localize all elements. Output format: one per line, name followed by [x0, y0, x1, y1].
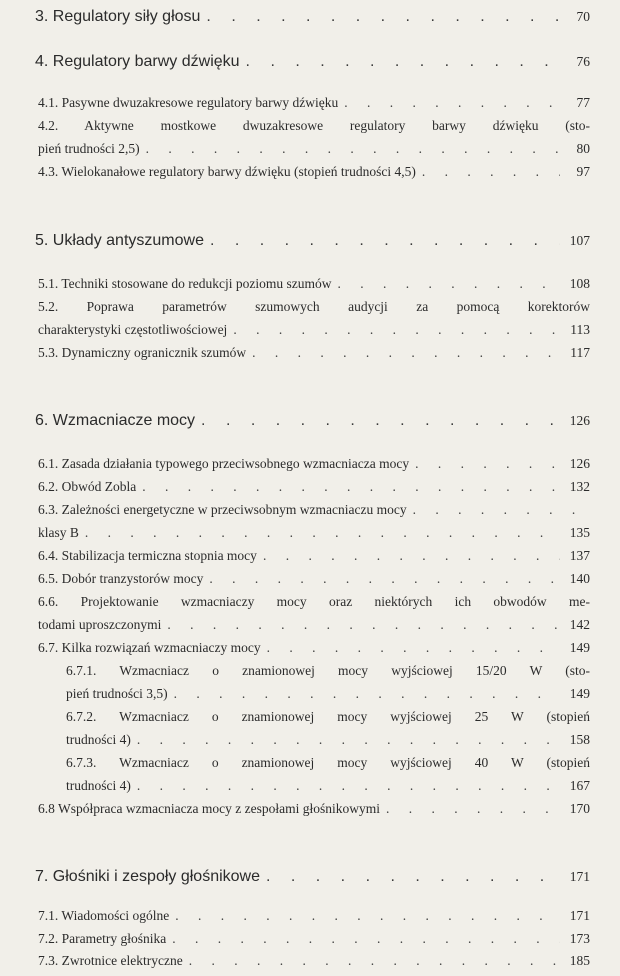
entry-title: 6. Wzmacniacze mocy — [35, 412, 196, 429]
toc-entry — [38, 345, 590, 361]
page-number: 158 — [569, 732, 590, 747]
toc-subentry — [66, 709, 590, 725]
toc-entry — [38, 594, 590, 610]
page-number: 77 — [576, 95, 590, 110]
entry-title: 4. Regulatory barwy dźwięku — [35, 53, 240, 70]
entry-title: 6.5. Dobór tranzystorów mocy — [38, 571, 204, 586]
page-number: 126 — [569, 413, 590, 428]
toc-entry-chapter — [35, 412, 590, 430]
toc-entry — [38, 118, 590, 134]
entry-title: 6.1. Zasada działania typowego przeciwsobnego wzmacniacza mocy — [38, 456, 410, 471]
page-number: 132 — [569, 479, 590, 494]
entry-title: 5.1. Techniki stosowane do redukcji poziomu szumów — [38, 276, 332, 291]
toc-entry — [38, 953, 590, 969]
page-number: 171 — [569, 869, 590, 884]
toc-subentry-continuation — [66, 778, 590, 794]
entry-title: 6.2. Obwód Zobla — [38, 479, 137, 494]
toc-entry — [38, 456, 590, 472]
toc-entry — [38, 164, 590, 180]
entry-title: 4.2. Aktywne mostkowe dwuzakresowe regulatory barwy dźwięku (sto- — [38, 118, 590, 133]
toc-subentry — [66, 755, 590, 771]
toc-subentry-continuation — [66, 732, 590, 748]
entry-title: 6.7.3. Wzmacniacz o znamionowej mocy wyjściowej 40 W (stopień — [66, 755, 590, 770]
toc-entry — [38, 95, 590, 111]
page-number: 170 — [569, 801, 590, 816]
toc-entry — [38, 299, 590, 315]
entry-title: todami uproszczonymi — [38, 617, 162, 632]
page-number: 142 — [569, 617, 590, 632]
entry-title: pień trudności 3,5) — [66, 686, 168, 701]
toc-entry-continuation — [38, 525, 590, 541]
toc-entry — [38, 479, 590, 495]
toc-entry-continuation — [38, 322, 590, 338]
entry-title: 6.7.2. Wzmacniacz o znamionowej mocy wyjściowej 25 W (stopień — [66, 709, 590, 724]
toc-entry — [38, 502, 590, 518]
toc-entry-continuation — [38, 617, 590, 633]
toc-entry — [38, 276, 590, 292]
page-number: 185 — [569, 953, 590, 968]
page-number: 135 — [569, 525, 590, 540]
toc-entry — [38, 548, 590, 564]
entry-title: 7.3. Zwrotnice elektryczne — [38, 953, 183, 968]
entry-title: 5. Układy antyszumowe — [35, 232, 204, 249]
entry-title: 4.1. Pasywne dwuzakresowe regulatory barwy dźwięku — [38, 95, 339, 110]
toc-entry-chapter — [35, 232, 590, 250]
entry-title: charakterystyki częstotliwościowej — [38, 322, 228, 337]
toc-entry-chapter — [35, 53, 590, 71]
entry-title: 5.2. Poprawa parametrów szumowych audycji za pomocą korektorów — [38, 299, 590, 314]
page-number: 117 — [570, 345, 590, 360]
page-number: 173 — [569, 931, 590, 946]
entry-title: 7. Głośniki i zespoły głośnikowe — [35, 868, 260, 885]
toc-entry — [38, 571, 590, 587]
entry-title: 7.1. Wiadomości ogólne — [38, 908, 170, 923]
entry-title: 5.3. Dynamiczny ogranicznik szumów — [38, 345, 247, 360]
toc-entry-chapter — [35, 868, 590, 886]
entry-title: 4.3. Wielokanałowe regulatory barwy dźwięku (stopień trudności 4,5) — [38, 164, 416, 179]
page-number: 126 — [569, 456, 590, 471]
toc-subentry — [66, 663, 590, 679]
page-number: 80 — [576, 141, 590, 156]
page-number: 108 — [569, 276, 590, 291]
page-number: 97 — [576, 164, 590, 179]
entry-title: klasy B — [38, 525, 79, 540]
entry-title: 6.7. Kilka rozwiązań wzmacniaczy mocy — [38, 640, 261, 655]
entry-title: 6.8 Współpraca wzmacniacza mocy z zespołami głośnikowymi — [38, 801, 381, 816]
toc-entry — [38, 801, 590, 817]
entry-title: 6.4. Stabilizacja termiczna stopnia mocy — [38, 548, 257, 563]
toc-entry-continuation — [38, 141, 590, 157]
toc-subentry-continuation — [66, 686, 590, 702]
toc-entry — [38, 908, 590, 924]
toc-entry — [38, 640, 590, 656]
page-number: 137 — [569, 548, 590, 563]
page-number: 70 — [576, 9, 590, 24]
page-number: 76 — [576, 54, 590, 69]
entry-title: pień trudności 2,5) — [38, 141, 140, 156]
page-number: 167 — [569, 778, 590, 793]
entry-title: trudności 4) — [66, 732, 131, 747]
entry-title: 3. Regulatory siły głosu — [35, 8, 201, 25]
page-number: 149 — [569, 640, 590, 655]
toc-entry — [38, 931, 590, 947]
toc-entry-chapter — [35, 8, 590, 26]
page-number: 113 — [570, 322, 590, 337]
entry-title: 6.6. Projektowanie wzmacniaczy mocy oraz niektórych ich obwodów me- — [38, 594, 590, 609]
page-number: 107 — [569, 233, 590, 248]
entry-title: 6.3. Zależności energetyczne w przeciwsobnym wzmacniaczu mocy — [38, 502, 407, 517]
entry-title: 7.2. Parametry głośnika — [38, 931, 167, 946]
page-number: 171 — [569, 908, 590, 923]
entry-title: 6.7.1. Wzmacniacz o znamionowej mocy wyjściowej 15/20 W (sto- — [66, 663, 590, 678]
entry-title: trudności 4) — [66, 778, 131, 793]
page-number: 140 — [569, 571, 590, 586]
page-number: 149 — [569, 686, 590, 701]
